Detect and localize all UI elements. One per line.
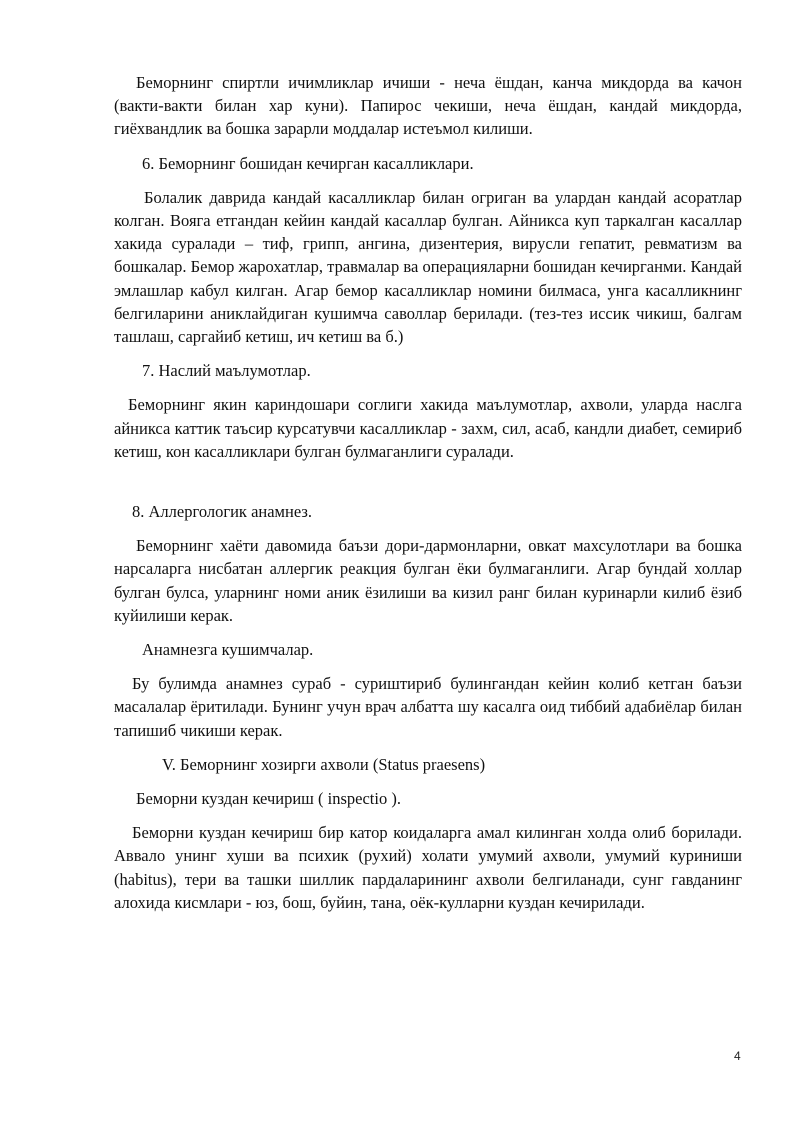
paragraph-allergy: Беморнинг хаёти давомида баъзи дори-дармонларни, овкат махсулотлари ва бошка нарсаларга нисбатан аллергик реакция булган ёки булмаганлиги. Агар бундай холлар булган булса, уларнинг номи аник ёзилиши ва кизил ранг билан куринарли килиб ёзиб куйилиши керак. — [114, 536, 742, 625]
section-heading-anamnesis-additions: Анамнезга кушимчалар. — [142, 640, 314, 660]
section-heading-past-illnesses: 6. Беморнинг бошидан кечирган касалликлари. — [142, 153, 474, 173]
paragraph-inspectio: Беморни куздан кечириш бир катор коидаларга амал килинган холда олиб борилади. Аввало унинг хуши ва психик (рухий) холати умумий ахволи, умумий куриниши (habitus), тери ва ташки шиллик пардаларининг ахволи белгиланади, сунг гавданинг алохида кисмлари - юз, бош, буйин, тана, оёк-кулларни куздан кечирилади. — [114, 823, 742, 912]
section-heading-heredity: 7. Наслий маълумотлар. — [142, 361, 311, 381]
paragraph-anamnesis-additions: Бу булимда анамнез сураб - суриштириб булингандан кейин колиб кетган баъзи масалалар ёритилади. Бунинг учун врач албатта шу касалга оид тиббий адабиёлар билан тапишиб чикиши керак. — [114, 674, 742, 740]
paragraph-past-illnesses: Болалик даврида кандай касалликлар билан огриган ва улардан кандай асоратлар колган. Вояга етгандан кейин кандай касаллар булган. Айникса куп таркалган касаллар хакида суралади – тиф, грипп, ангина, дизентерия, вирусли гепатит, ревматизм ва бошкалар. Бемор жарохатлар, травмалар ва операцияларни бошидан кечирганми. Кандай эмлашлар кабул килган. Агар бемор касалликлар номини билмаса, унга касалликнинг белгиларини аниклайдиган кушимча саволлар берилади. (тез-тез иссик чикиш, балгам ташлаш, саргайиб кетиш, ич кетиш ва б.) — [114, 187, 742, 347]
paragraph-heredity: Беморнинг якин кариндошари соглиги хакида маълумотлар, ахволи, уларда наслга айникса каттик таъсир курсатувчи касалликлар - захм, сил, асаб, кандли диабет, семириб кетиш, кон касалликлари булган булмаганлиги суралади. — [114, 395, 742, 461]
section-heading-status-praesens: V. Беморнинг хозирги ахволи (Status praesens) — [162, 754, 486, 774]
page-content — [114, 71, 742, 925]
page-number: 4 — [734, 1049, 741, 1063]
spacer — [114, 474, 742, 500]
section-heading-allergy: 8. Аллергологик анамнез. — [132, 502, 312, 522]
paragraph-habits: Беморнинг спиртли ичимликлар ичиши - неча ёшдан, канча микдорда ва качон (вакти-вакти билан хар куни). Папирос чекиши, неча ёшдан, кандай микдорда, гиёхвандлик ва бошка зарарли моддалар истеъмол килиши. — [114, 73, 742, 139]
subheading-inspectio: Беморни куздан кечириш ( inspectio ). — [136, 789, 401, 809]
